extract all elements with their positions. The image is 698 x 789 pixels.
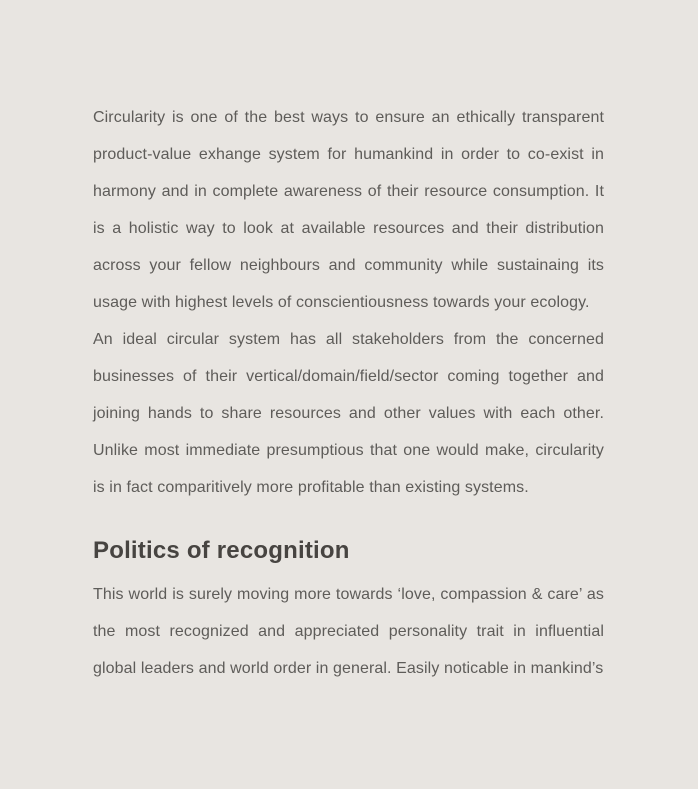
paragraph-politics-of-recognition: This world is surely moving more towards ‘love, compassion & care’ as the most recognized and appreciated personality trait in influential global leaders and world order in general. Easily noticable in mankind’s — [93, 586, 604, 677]
paragraph-circularity-intro: Circularity is one of the best ways to ensure an ethically transparent product-value exhange system for humankind in order to co-exist in harmony and in complete awareness of their resource consumption. It is a holistic way to look at available resources and their distribution across your fellow neighbours and community while sustainaing its usage with highest levels of conscientiousness towards your ecology. — [93, 109, 604, 311]
article-body — [93, 99, 604, 687]
paragraph-ideal-circular-system: An ideal circular system has all stakeholders from the concerned businesses of their vertical/domain/field/sector coming together and joining hands to share resources and other values with each other. Unlike most immediate presumptious that one would make, circularity is in fact comparitively more profitable than existing systems. — [93, 331, 604, 496]
section-heading-politics-of-recognition: Politics of recognition — [93, 537, 350, 564]
